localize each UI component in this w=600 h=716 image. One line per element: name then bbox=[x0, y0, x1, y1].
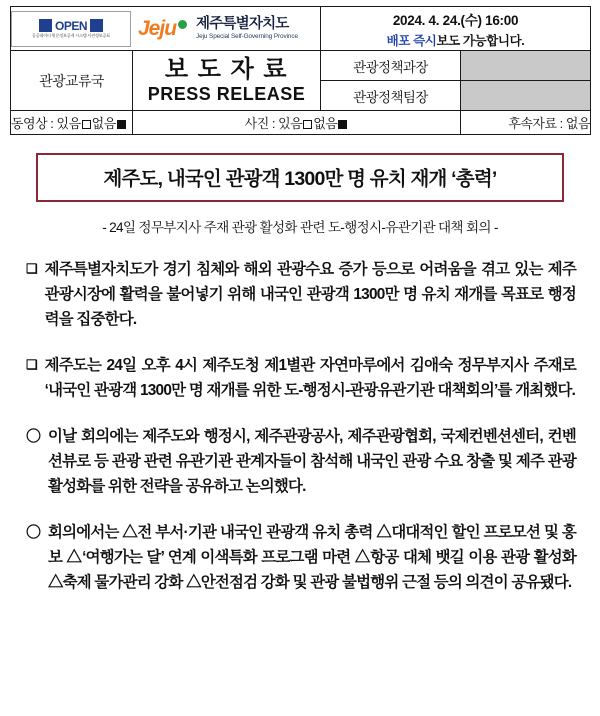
square-bullet-icon: ❑ bbox=[26, 261, 38, 276]
video-none-label: 없음 bbox=[91, 116, 116, 131]
square-bullet-icon: ❑ bbox=[26, 356, 38, 372]
province-name-en: Jeju Special Self-Governing Province bbox=[196, 32, 298, 40]
paragraph-4-text: 회의에서는 △전 부서·기관 내국인 관광객 유치 총력 △대대적인 할인 프로모션 및 홍보 △‘여행가는 달’ 연계 이색특화 프로그램 마련 △항공 대체 뱃길 이용 관광 활성화 △축제 물가관리 강화 △안전점검 강화 및 관광 불법행위 근절 등의 의견이 공유됐다. bbox=[48, 523, 576, 591]
circle-bullet-icon: 〇 bbox=[26, 523, 42, 541]
signature-redacted-1 bbox=[461, 51, 591, 81]
approver-role-2: 관광정책팀장 bbox=[321, 81, 461, 111]
open-logo-caption: 공공데이터 원문정보공개 시스템 사전정보공표 bbox=[31, 33, 111, 38]
jeju-logo-word: Jeju bbox=[138, 16, 177, 40]
date-embargo-cell bbox=[321, 7, 591, 51]
open-logo-word: OPEN bbox=[54, 18, 87, 33]
release-date: 2024. 4. 24.(수) 16:00 bbox=[392, 12, 519, 28]
open-logo-swatch2-icon bbox=[90, 19, 103, 32]
headline-text: 제주도, 내국인 관광객 1300만 명 유치 재개 ‘총력’ bbox=[103, 168, 497, 190]
video-attachment-label: 동영상 : 있음 bbox=[11, 116, 81, 131]
photo-attachment-label: 사진 : 있음 bbox=[244, 116, 303, 131]
logo-cell bbox=[11, 7, 321, 51]
paragraph-4 bbox=[26, 521, 576, 596]
paragraph-3 bbox=[26, 425, 576, 500]
issuing-department: 관광교류국 bbox=[11, 51, 133, 111]
video-yes-checkbox-icon bbox=[82, 120, 91, 129]
circle-bullet-icon: 〇 bbox=[26, 427, 42, 445]
video-attachment-meta bbox=[11, 111, 133, 135]
photo-none-label: 없음 bbox=[313, 116, 338, 131]
jeju-logo-dot-icon bbox=[178, 20, 187, 29]
province-name-block bbox=[196, 17, 298, 41]
paragraph-3-text: 이날 회의에는 제주도와 행정시, 제주관광공사, 제주관광협회, 국제컨벤션센터, 컨벤션뷰로 등 관광 관련 유관기관 관계자들이 참석해 내국인 관광 수요 창출 및 제주 관광 활성화를 위한 전략을 공유하고 논의했다. bbox=[48, 427, 576, 495]
open-logo-swatch-icon bbox=[39, 19, 52, 32]
subheadline-text: - 24일 정무부지사 주재 관광 활성화 관련 도-행정시-유관기관 대책 회의 - bbox=[102, 220, 498, 235]
paragraph-1-text: 제주특별자치도가 경기 침체와 해외 관광수요 증가 등으로 어려움을 겪고 있는 제주 관광시장에 활력을 불어넣기 위해 내국인 관광객 1300만 명 유치 재개를 목표로 행정력을 집중한다. bbox=[44, 261, 576, 328]
document-title-en: PRESS RELEASE bbox=[147, 83, 306, 104]
paragraph-1 bbox=[26, 258, 576, 333]
photo-attachment-meta bbox=[133, 111, 461, 135]
province-name-ko: 제주특별자치도 bbox=[196, 15, 289, 32]
paragraph-2-text: 제주도는 24일 오후 4시 제주도청 제1별관 자연마루에서 김애숙 정무부지사 주재로 ‘내국인 관광객 1300만 명 재개를 위한 도-행정시-관광유관기관 대책회의’를 개최했다. bbox=[44, 356, 576, 399]
approver-role-1: 관광정책과장 bbox=[321, 51, 461, 81]
press-release-header-table bbox=[10, 6, 591, 135]
document-title-ko: 보 도 자 료 bbox=[164, 56, 289, 84]
embargo-accent-text: 배포 즉시 bbox=[386, 33, 437, 48]
headline-box bbox=[36, 153, 564, 202]
embargo-rest-text: 보도 가능합니다. bbox=[436, 33, 525, 48]
video-no-checkbox-icon bbox=[117, 120, 126, 129]
open-data-logo bbox=[11, 11, 131, 47]
paragraph-2 bbox=[26, 354, 576, 404]
jeju-brand-logo bbox=[138, 17, 187, 41]
photo-yes-checkbox-icon bbox=[303, 120, 312, 129]
embargo-note bbox=[321, 31, 590, 49]
signature-redacted-2 bbox=[461, 81, 591, 111]
photo-no-checkbox-icon bbox=[338, 120, 347, 129]
document-title-cell bbox=[133, 51, 321, 111]
followup-attachment-meta: 후속자료 : 없음 bbox=[461, 111, 591, 135]
press-release-body bbox=[26, 258, 576, 595]
